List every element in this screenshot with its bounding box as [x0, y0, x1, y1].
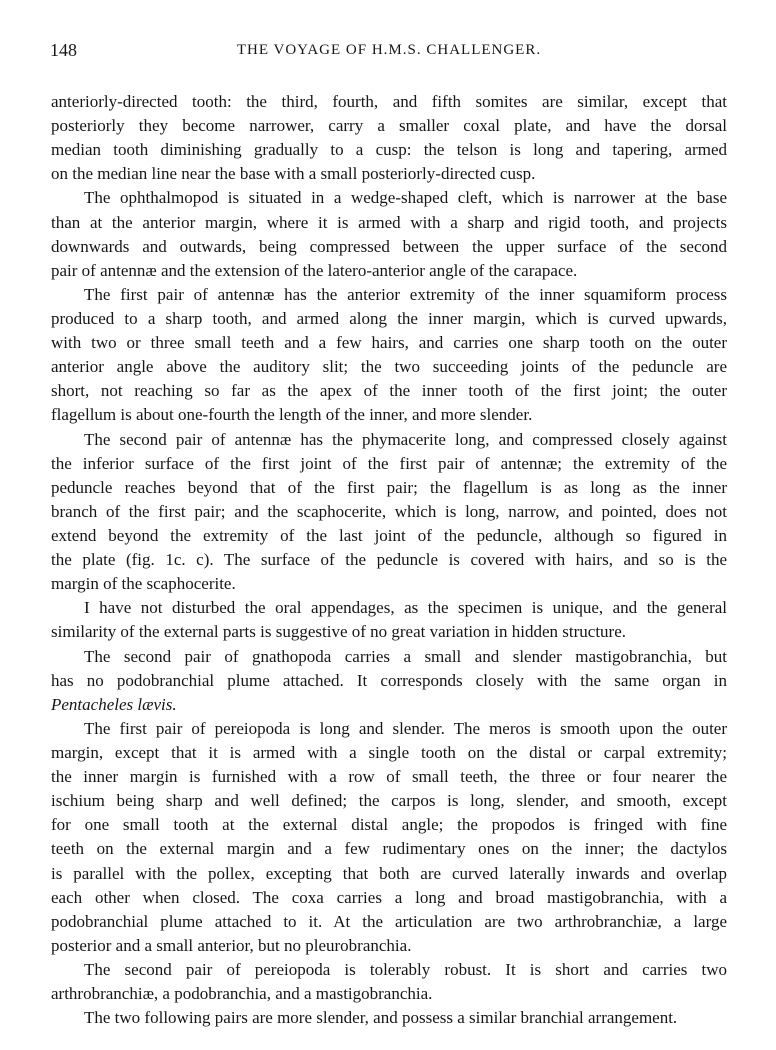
text-line: extend beyond the extremity of the last joint of the peduncle, although so figured in — [51, 525, 727, 545]
text-line: margin, except that it is armed with a single tooth on the distal or carpal extremity; — [51, 742, 727, 762]
text-line: the plate (fig. 1c. c). The surface of the peduncle is covered with hairs, and so is the — [51, 550, 727, 570]
page-header — [50, 40, 728, 66]
text-line: downwards and outwards, being compressed between the upper surface of the second — [51, 236, 727, 256]
text-line: The second pair of pereiopoda is tolerably robust. It is short and carries two — [84, 959, 727, 979]
text-line: on the median line near the base with a small posteriorly-directed cusp. — [51, 164, 536, 184]
text-line: has no podobranchial plume attached. It corresponds closely with the same organ in — [51, 670, 727, 690]
running-title: THE VOYAGE OF H.M.S. CHALLENGER. — [236, 42, 542, 58]
text-line: flagellum is about one-fourth the length of the inner, and more slender. — [51, 405, 533, 425]
text-line: median tooth diminishing gradually to a cusp: the telson is long and tapering, armed — [51, 140, 727, 160]
text-line: is parallel with the pollex, excepting that both are curved laterally inwards and overlap — [51, 863, 727, 883]
text-line: The second pair of antennæ has the phymacerite long, and compressed closely against — [84, 429, 727, 449]
text-line: margin of the scaphocerite. — [51, 574, 236, 594]
text-line: arthrobranchiæ, a podobranchia, and a mastigobranchia. — [51, 984, 433, 1004]
species-name: Pentacheles lævis. — [51, 694, 177, 714]
text-line: podobranchial plume attached to it. At the articulation are two arthrobranchiæ, a large — [51, 911, 727, 931]
text-line: The first pair of antennæ has the anterior extremity of the inner squamiform process — [84, 284, 727, 304]
text-line: posterior and a small anterior, but no pleurobranchia. — [51, 935, 412, 955]
text-line: each other when closed. The coxa carries a long and broad mastigobranchia, with a — [51, 887, 727, 907]
text-line: anteriorly-directed tooth: the third, fourth, and fifth somites are similar, except that — [51, 92, 727, 111]
text-line: than at the anterior margin, where it is armed with a sharp and rigid tooth, and projects — [51, 212, 727, 232]
text-line: pair of antennæ and the extension of the latero-anterior angle of the carapace. — [51, 260, 578, 280]
body-text — [51, 90, 727, 1030]
text-line: The two following pairs are more slender, and possess a similar branchial arrangement. — [84, 1008, 678, 1028]
text-line: branch of the first pair; and the scaphocerite, which is long, narrow, and pointed, does not — [51, 501, 727, 521]
text-line: the inferior surface of the first joint of the first pair of antennæ; the extremity of the — [51, 453, 727, 473]
text-line: with two or three small teeth and a few hairs, and carries one sharp tooth on the outer — [51, 333, 727, 353]
text-line: I have not disturbed the oral appendages, as the specimen is unique, and the general — [84, 598, 727, 618]
text-line: The ophthalmopod is situated in a wedge-shaped cleft, which is narrower at the base — [84, 188, 727, 208]
text-line: ischium being sharp and well defined; the carpos is long, slender, and smooth, except — [51, 791, 727, 811]
text-line: produced to a sharp tooth, and armed along the inner margin, which is curved upwards, — [51, 308, 727, 328]
text-line: posteriorly they become narrower, carry a smaller coxal plate, and have the dorsal — [51, 116, 727, 136]
text-line: similarity of the external parts is suggestive of no great variation in hidden structure. — [51, 622, 627, 642]
text-line: The second pair of gnathopoda carries a small and slender mastigobranchia, but — [84, 646, 727, 666]
text-line: The first pair of pereiopoda is long and slender. The meros is smooth upon the outer — [84, 718, 727, 738]
text-line: anterior angle above the auditory slit; the two succeeding joints of the peduncle are — [51, 357, 727, 377]
text-line: short, not reaching so far as the apex of the inner tooth of the first joint; the outer — [51, 381, 727, 401]
text-line: the inner margin is furnished with a row of small teeth, the three or four nearer the — [51, 767, 727, 787]
text-line: teeth on the external margin and a few rudimentary ones on the inner; the dactylos — [51, 839, 727, 859]
page-number: 148 — [50, 40, 77, 60]
text-line: for one small tooth at the external distal angle; the propodos is fringed with fine — [51, 815, 727, 835]
text-line: peduncle reaches beyond that of the first pair; the flagellum is as long as the inner — [51, 477, 727, 497]
